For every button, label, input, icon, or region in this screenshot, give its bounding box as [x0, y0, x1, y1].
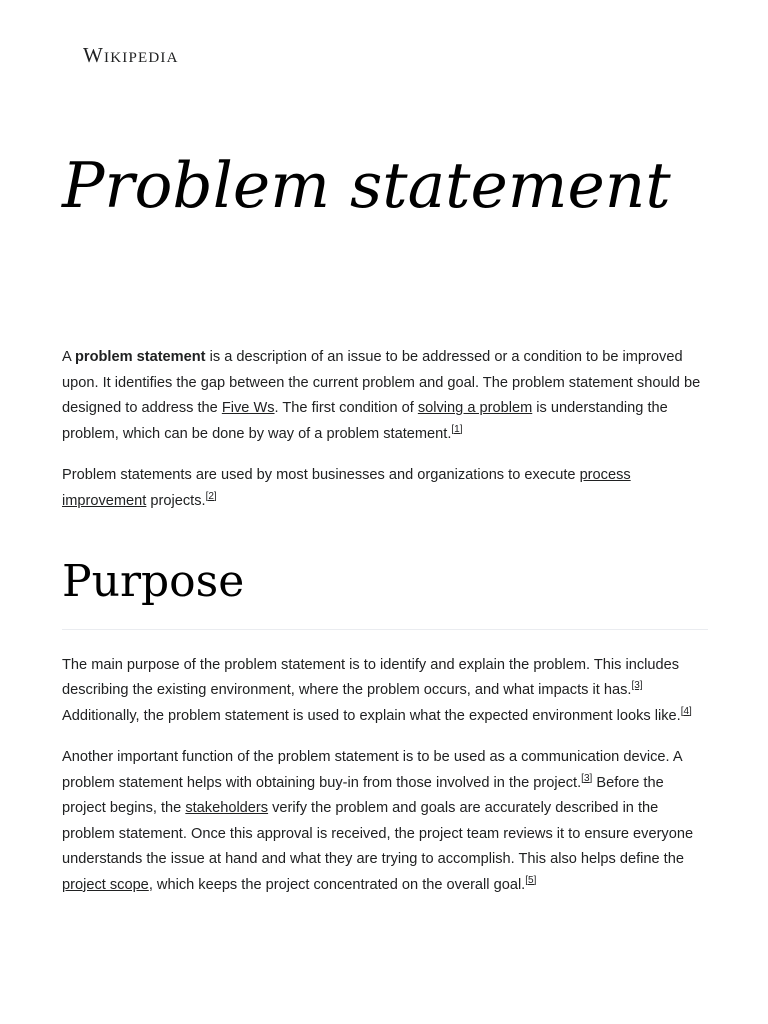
text-span: Problem statements are used by most businesses and organizations to execute [62, 467, 580, 483]
text-span: projects. [146, 492, 206, 509]
purpose-paragraph-1 [62, 653, 708, 730]
reference-link-3b[interactable]: [3] [581, 772, 593, 784]
text-span: A [62, 349, 75, 365]
section-heading-purpose: Purpose [62, 556, 708, 630]
reference-link-1[interactable]: [1] [451, 423, 463, 435]
reference-3b [581, 773, 592, 784]
article-body [62, 345, 708, 914]
text-span: . The first condition of [274, 400, 418, 416]
reference-5 [525, 875, 536, 886]
link-five-ws[interactable]: Five Ws [221, 400, 275, 416]
purpose-paragraph-2 [62, 745, 708, 898]
text-span: Additionally, the problem statement is used to explain what the expected environment looks like. [62, 707, 681, 724]
intro-paragraph-2 [62, 463, 708, 514]
text-span: Before the project begins, the [62, 774, 664, 817]
reference-1 [451, 424, 462, 435]
reference-3 [631, 680, 642, 691]
text-span: verify the problem and goals are accurately described in the problem statement. Once this approval is received, the project team reviews it to ensure everyone understands the issue at hand and what they are trying to accomplish. This also helps define the [62, 800, 694, 868]
reference-link-4[interactable]: [4] [680, 705, 692, 717]
text-span: is a description of an issue to be addressed or a condition to be improved upon. It identifies the gap between the current problem and goal. The problem statement should be designed to address the [62, 349, 701, 416]
text-span: is understanding the problem, which can be done by way of a problem statement. [62, 400, 668, 442]
link-project-scope[interactable]: project scope [62, 876, 149, 893]
reference-2 [206, 491, 217, 502]
reference-link-2[interactable]: [2] [205, 490, 217, 502]
reference-link-5[interactable]: [5] [525, 874, 537, 886]
page-title: Problem statement [62, 149, 671, 222]
intro-paragraph-1 [62, 345, 708, 447]
text-span: , which keeps the project concentrated on the overall goal. [148, 876, 526, 893]
reference-4 [681, 706, 692, 717]
wikipedia-wordmark[interactable]: Wikipedia [83, 43, 179, 67]
link-solving-a-problem[interactable]: solving a problem [417, 400, 533, 416]
reference-link-3[interactable]: [3] [631, 680, 643, 692]
link-stakeholders[interactable]: stakeholders [185, 800, 269, 817]
link-process-improvement[interactable]: process improvement [62, 467, 631, 509]
text-span: The main purpose of the problem statement is to identify and explain the problem. This includes describing the existing environment, where the problem occurs, and what impacts it has. [62, 656, 680, 699]
bold-term: problem statement [74, 349, 206, 365]
text-span: Another important function of the problem statement is to be used as a communication device. A problem statement helps with obtaining buy-in from those involved in the project. [62, 749, 682, 791]
